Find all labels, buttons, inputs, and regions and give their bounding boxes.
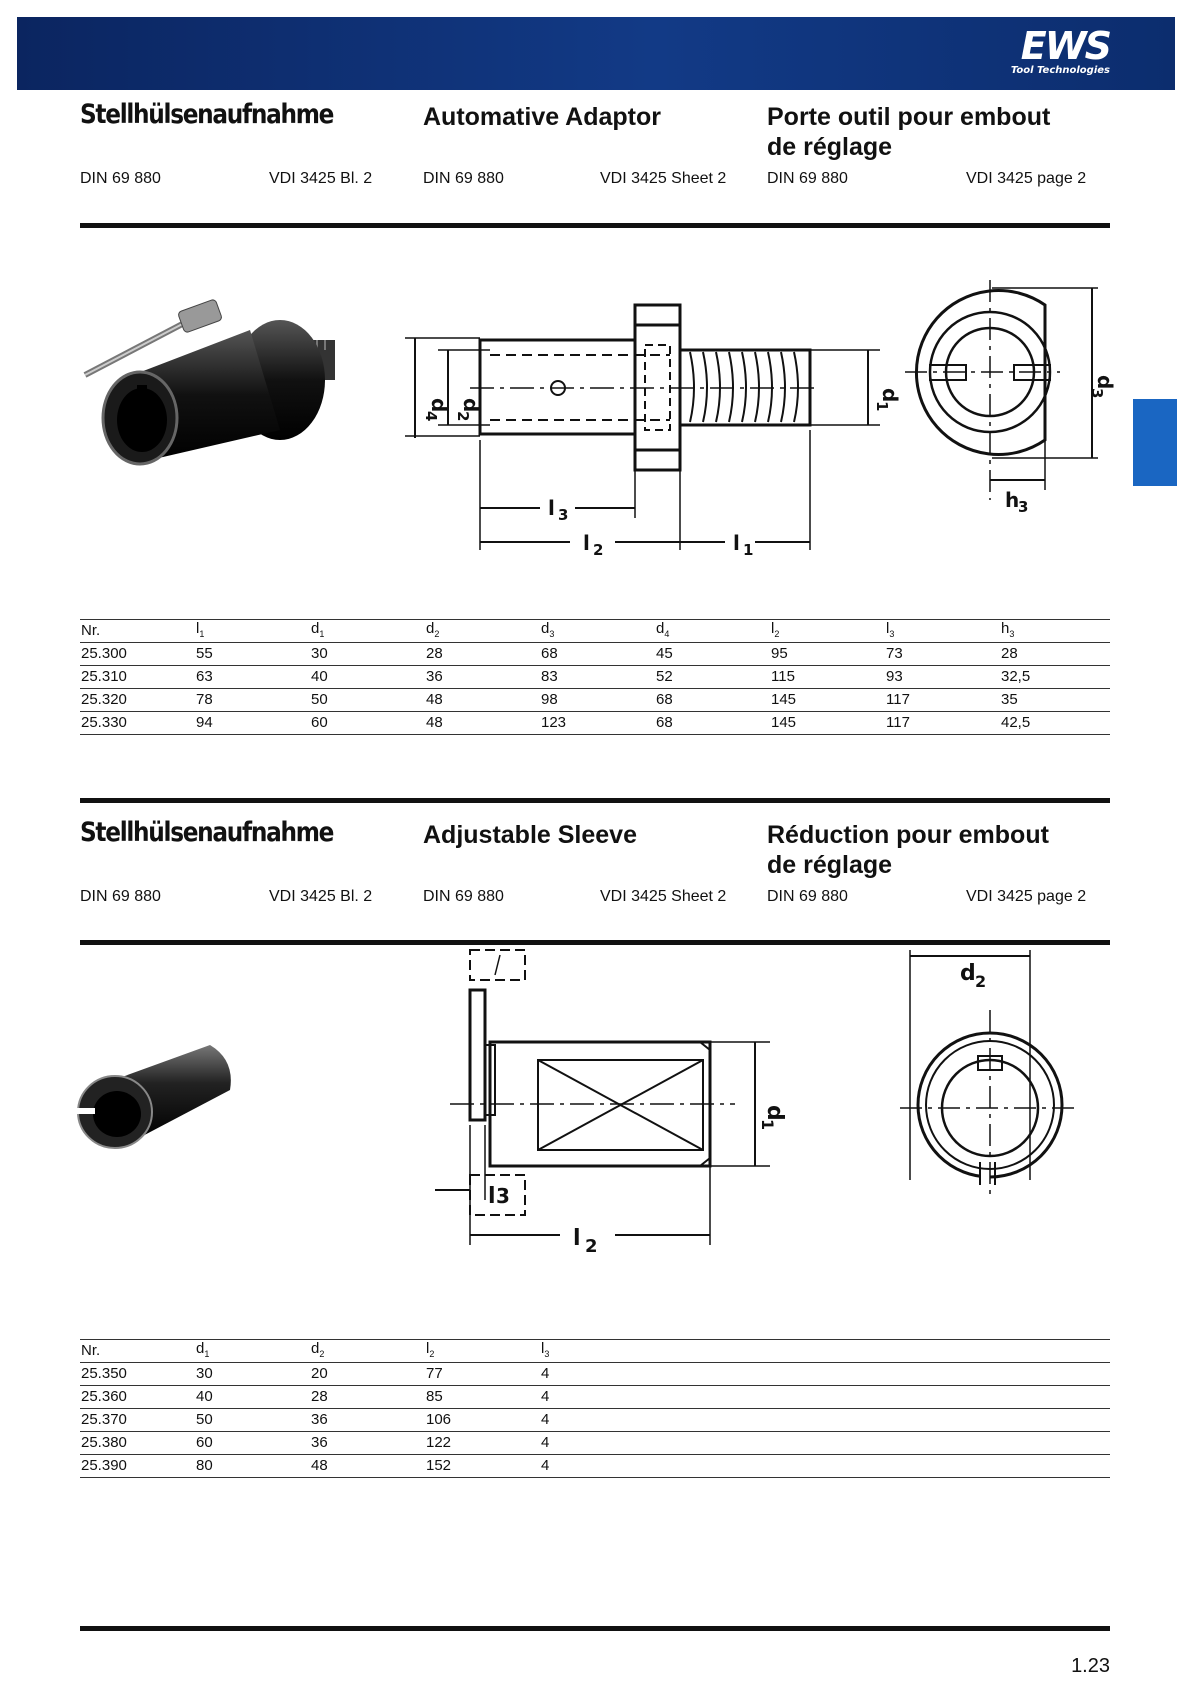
s1-table-cell: 55	[195, 643, 310, 666]
s2-table-cell: 30	[195, 1363, 310, 1386]
label-h3: h	[1005, 488, 1020, 512]
label-d1: d	[878, 388, 902, 403]
section1-rule	[80, 223, 1110, 228]
s2-table-cell: 4	[540, 1409, 1110, 1432]
page-number	[1071, 1655, 1110, 1678]
page-num: 23	[1087, 1655, 1110, 1677]
label-l2-sub: 2	[593, 541, 604, 559]
s2-table-row	[80, 1386, 1110, 1409]
section2-title-fr	[767, 820, 1049, 880]
footer-rule	[80, 1626, 1110, 1631]
label-l1-sub: 1	[743, 541, 754, 559]
label-l2: l	[583, 531, 590, 555]
s2-table-row	[80, 1409, 1110, 1432]
s1-table-header-cell: Nr.	[80, 620, 195, 643]
s1-table-cell: 95	[770, 643, 885, 666]
s1-table-cell: 83	[540, 666, 655, 689]
label-s2-d2-sub: 2	[975, 972, 987, 991]
label-d2-sub: 2	[454, 411, 472, 422]
s1-table-cell: 42,5	[1000, 712, 1110, 735]
label-d2: d	[459, 398, 483, 413]
label-s2-l3-sub: 3	[496, 1184, 510, 1208]
label-l3: l	[548, 496, 555, 520]
s1-table-header-cell: $d_3$	[540, 620, 655, 643]
s1-table-cell: 68	[655, 689, 770, 712]
section1-title-fr-line2: de réglage	[767, 133, 893, 161]
s1-table-cell: 32,5	[1000, 666, 1110, 689]
label-d1-sub: 1	[873, 401, 891, 412]
label-d4-sub: 4	[422, 411, 440, 422]
brand-logo	[1010, 24, 1110, 77]
section2-rule	[80, 940, 1110, 945]
s1-table-row	[80, 666, 1110, 689]
s2-table-cell: 40	[195, 1386, 310, 1409]
s1-std-fr-din: DIN 69 880	[767, 170, 848, 187]
s2-table-cell: 4	[540, 1386, 1110, 1409]
s2-table-cell: 28	[310, 1386, 425, 1409]
s1-table-cell: 25.330	[80, 712, 195, 735]
section2-table	[80, 1339, 1110, 1478]
s1-table-cell: 145	[770, 689, 885, 712]
s2-table-cell: 4	[540, 1432, 1110, 1455]
s2-table-cell: 48	[310, 1455, 425, 1478]
s1-table-cell: 93	[885, 666, 1000, 689]
label-h3-sub: 3	[1018, 498, 1029, 516]
s2-table-cell: 122	[425, 1432, 540, 1455]
s1-table-cell: 115	[770, 666, 885, 689]
s1-table-cell: 123	[540, 712, 655, 735]
label-s2-d1-sub: 1	[758, 1119, 777, 1131]
s1-table-cell: 30	[310, 643, 425, 666]
s1-std-fr-vdi: VDI 3425 page 2	[966, 170, 1087, 187]
section2-rule-top	[80, 798, 1110, 803]
s1-std-en-din: DIN 69 880	[423, 170, 504, 187]
label-d3-sub: 3	[1088, 388, 1106, 399]
label-s2-l2-sub: 2	[585, 1236, 598, 1257]
s1-table-cell: 60	[310, 712, 425, 735]
s1-table-cell: 63	[195, 666, 310, 689]
s1-table-row	[80, 689, 1110, 712]
s1-std-de-vdi: VDI 3425 Bl. 2	[269, 170, 373, 187]
label-s2-d2: d	[960, 961, 976, 986]
s2-table-cell: 4	[540, 1455, 1110, 1478]
page-chapter: 1.	[1071, 1655, 1088, 1677]
sleeve-photo	[75, 1040, 245, 1160]
label-s2-d1: d	[762, 1105, 787, 1121]
s1-table-header-cell: $d_2$	[425, 620, 540, 643]
s2-table-header-cell: $d_1$	[195, 1340, 310, 1363]
label-d4: d	[427, 398, 451, 413]
s1-table-cell: 25.320	[80, 689, 195, 712]
s1-table-cell: 78	[195, 689, 310, 712]
label-l3-sub: 3	[558, 506, 569, 524]
section1-title-de: Stellhülsenaufnahme	[80, 99, 334, 130]
s1-table-row	[80, 712, 1110, 735]
s2-table-row	[80, 1455, 1110, 1478]
section2-title-fr-line2: de réglage	[767, 851, 893, 879]
s1-table-row	[80, 643, 1110, 666]
s1-table-cell: 28	[1000, 643, 1110, 666]
s2-table-cell: 4	[540, 1363, 1110, 1386]
s1-table-cell: 35	[1000, 689, 1110, 712]
s1-table-cell: 52	[655, 666, 770, 689]
s1-table-cell: 98	[540, 689, 655, 712]
section2-title-en: Adjustable Sleeve	[423, 821, 637, 849]
s2-table-cell: 25.380	[80, 1432, 195, 1455]
s1-table-header-cell: $d_4$	[655, 620, 770, 643]
s1-table-header-cell: $l_2$	[770, 620, 885, 643]
s1-table-cell: 25.310	[80, 666, 195, 689]
s2-std-en-vdi: VDI 3425 Sheet 2	[600, 888, 727, 905]
s2-table-header-cell: $l_3$	[540, 1340, 1110, 1363]
s2-table-cell: 25.350	[80, 1363, 195, 1386]
s1-table-cell: 68	[655, 712, 770, 735]
s1-table-cell: 73	[885, 643, 1000, 666]
s2-table-cell: 77	[425, 1363, 540, 1386]
header-banner	[17, 17, 1175, 90]
s1-table-cell: 40	[310, 666, 425, 689]
s2-std-en-din: DIN 69 880	[423, 888, 504, 905]
s2-table-cell: 50	[195, 1409, 310, 1432]
s2-table-cell: 85	[425, 1386, 540, 1409]
s1-table-cell: 68	[540, 643, 655, 666]
label-s2-l3: l	[488, 1184, 496, 1209]
s2-table-header-cell: $d_2$	[310, 1340, 425, 1363]
s2-table-cell: 60	[195, 1432, 310, 1455]
s1-table-header-cell: $l_1$	[195, 620, 310, 643]
s1-table-cell: 145	[770, 712, 885, 735]
s1-table-cell: 45	[655, 643, 770, 666]
s2-table-header-cell: Nr.	[80, 1340, 195, 1363]
s2-table-row	[80, 1432, 1110, 1455]
s2-table-cell: 80	[195, 1455, 310, 1478]
chapter-tab[interactable]	[1133, 399, 1177, 486]
s1-table-header-cell: $l_3$	[885, 620, 1000, 643]
section1-table	[80, 619, 1110, 735]
label-d3: d	[1093, 375, 1117, 390]
s2-table-header-cell: $l_2$	[425, 1340, 540, 1363]
s1-table-cell: 117	[885, 712, 1000, 735]
s1-std-en-vdi: VDI 3425 Sheet 2	[600, 170, 727, 187]
s1-table-cell: 36	[425, 666, 540, 689]
s1-table-cell: 28	[425, 643, 540, 666]
s2-std-fr-vdi: VDI 3425 page 2	[966, 888, 1087, 905]
s1-table-cell: 48	[425, 712, 540, 735]
s2-table-cell: 25.360	[80, 1386, 195, 1409]
s1-table-cell: 117	[885, 689, 1000, 712]
s1-table-header-row	[80, 620, 1110, 643]
s1-table-cell: 25.300	[80, 643, 195, 666]
adaptor-drawing	[400, 270, 1117, 570]
s2-table-cell: 106	[425, 1409, 540, 1432]
s1-table-cell: 94	[195, 712, 310, 735]
sleeve-drawing	[430, 950, 1110, 1257]
s2-std-de-din: DIN 69 880	[80, 888, 161, 905]
s1-table-cell: 48	[425, 689, 540, 712]
s1-table-header-cell: $d_1$	[310, 620, 425, 643]
logo-text: EWS	[1020, 24, 1110, 68]
s1-std-de-din: DIN 69 880	[80, 170, 161, 187]
section2-title-fr-line1: Réduction pour embout	[767, 821, 1049, 849]
section1-title-fr-line1: Porte outil pour embout	[767, 103, 1051, 131]
label-l1: l	[733, 531, 740, 555]
label-s2-l2: l	[573, 1226, 581, 1251]
section1-title-fr	[767, 102, 1050, 162]
s2-table-row	[80, 1363, 1110, 1386]
adaptor-photo	[80, 290, 340, 470]
s2-table-header-row	[80, 1340, 1110, 1363]
s2-table-cell: 36	[310, 1409, 425, 1432]
s2-table-cell: 25.390	[80, 1455, 195, 1478]
section2-title-de: Stellhülsenaufnahme	[80, 817, 334, 848]
s1-table-cell: 50	[310, 689, 425, 712]
s2-std-fr-din: DIN 69 880	[767, 888, 848, 905]
section1-title-en: Automative Adaptor	[423, 103, 661, 131]
s2-table-cell: 25.370	[80, 1409, 195, 1432]
logo-tagline: Tool Technologies	[1010, 65, 1110, 76]
s2-table-cell: 152	[425, 1455, 540, 1478]
s1-table-header-cell: $h_3$	[1000, 620, 1110, 643]
s2-table-cell: 36	[310, 1432, 425, 1455]
s2-std-de-vdi: VDI 3425 Bl. 2	[269, 888, 373, 905]
s2-table-cell: 20	[310, 1363, 425, 1386]
